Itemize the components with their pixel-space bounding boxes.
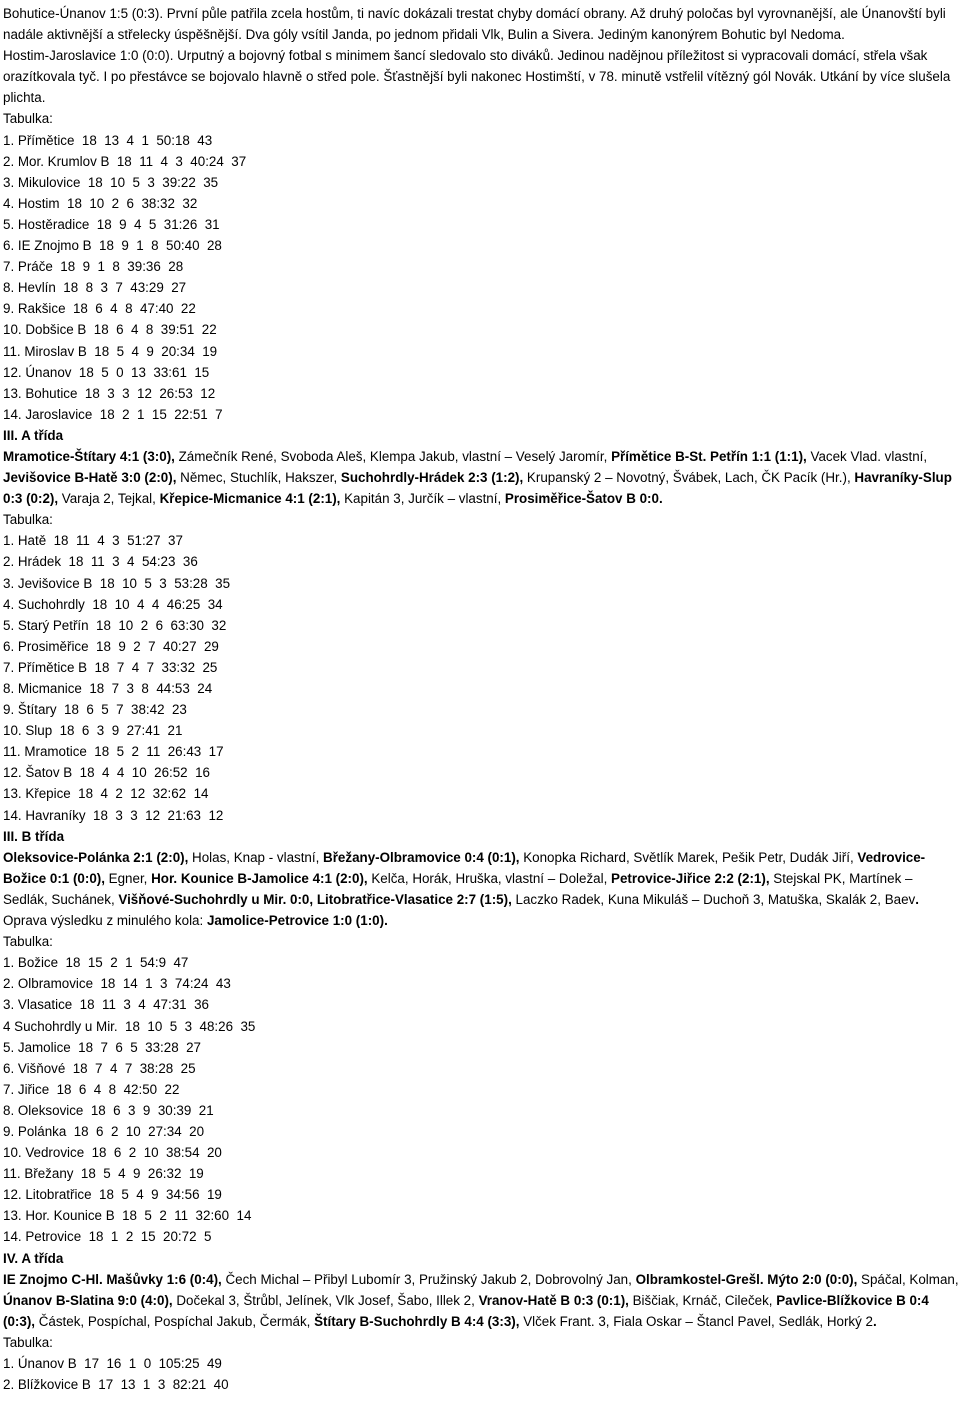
table-row: 10. Vedrovice 18 6 2 10 38:54 20	[3, 1145, 222, 1161]
table-row: 10. Dobšice B 18 6 4 8 39:51 22	[3, 322, 217, 338]
table-row: 6. Prosiměřice 18 9 2 7 40:27 29	[3, 638, 219, 654]
scorers-text: Egner,	[104, 870, 152, 886]
table-row: 5. Starý Petřín 18 10 2 6 63:30 32	[3, 617, 227, 633]
match-result: Břežany-Olbramovice 0:4 (0:1),	[323, 849, 520, 865]
match-result: .	[872, 1313, 877, 1329]
match-report-hostim: Hostim-Jaroslavice 1:0 (0:0). Urputný a bojovný fotbal s minimem šancí sledovalo sto diváků. Jedinou nadějnou příležitost si vypracovali domácí, střela však orazítkovala tyč. I po přestávce se bojovalo hlavně o střed pole. Šťastnější byli nakonec Hostimští, v 78. minutě vstřelil vítězný gól Novák. Utkání by více slušela plichta.	[3, 48, 951, 106]
results-3b	[3, 847, 960, 931]
table-row: 7. Práče 18 9 1 8 39:36 28	[3, 259, 184, 275]
standings-table-3a	[3, 530, 960, 825]
table-label: Tabulka:	[3, 934, 53, 950]
table-row: 4. Suchohrdly 18 10 4 4 46:25 34	[3, 596, 223, 612]
table-row: 14. Havraníky 18 3 3 12 21:63 12	[3, 807, 224, 823]
match-result: Mramotice-Štítary 4:1 (3:0),	[3, 448, 175, 464]
table-row: 7. Přímětice B 18 7 4 7 33:32 25	[3, 659, 218, 675]
scorers-text: Dočekal 3, Štrůbl, Jelínek, Vlk Josef, Šabo, Illek 2,	[172, 1292, 479, 1308]
standings-table-4a	[3, 1353, 960, 1395]
table-row: 13. Hor. Kounice B 18 5 2 11 32:60 14	[3, 1208, 252, 1224]
scorers-text: Vlček Frant. 3, Fiala Oskar – Štancl Pavel, Sedlák, Horký 2	[519, 1313, 873, 1329]
table-row: 14. Jaroslavice 18 2 1 15 22:51 7	[3, 406, 223, 422]
table-row: 10. Slup 18 6 3 9 27:41 21	[3, 723, 183, 739]
table-row: 1. Únanov B 17 16 1 0 105:25 49	[3, 1356, 222, 1371]
table-row: 1. Hatě 18 11 4 3 51:27 37	[3, 533, 183, 549]
table-row: 4 Suchohrdly u Mir. 18 10 5 3 48:26 35	[3, 1018, 256, 1034]
table-label: Tabulka:	[3, 512, 53, 528]
results-4a	[3, 1269, 960, 1332]
scorers-text: Zámečník René, Svoboda Aleš, Klempa Jakub, vlastní – Veselý Jaromír,	[174, 448, 612, 464]
table-row: 11. Miroslav B 18 5 4 9 20:34 19	[3, 343, 218, 359]
match-result: Suchohrdly-Hrádek 2:3 (1:2),	[340, 470, 524, 486]
match-result: Pavlice-Blížkovice B 0:4 (0:3),	[3, 1292, 929, 1329]
table-row: 14. Petrovice 18 1 2 15 20:72 5	[3, 1229, 212, 1245]
match-result: Vranov-Hatě B 0:3 (0:1),	[478, 1292, 629, 1308]
table-row: 3. Jevišovice B 18 10 5 3 53:28 35	[3, 575, 231, 591]
table-row: 1. Přímětice 18 13 4 1 50:18 43	[3, 132, 213, 148]
table-row: 12. Únanov 18 5 0 13 33:61 15	[3, 364, 210, 380]
table-label: Tabulka:	[3, 111, 53, 127]
scorers-text: Oprava výsledku z minulého kola:	[3, 913, 207, 929]
table-row: 9. Štítary 18 6 5 7 38:42 23	[3, 702, 187, 718]
table-row: 1. Božice 18 15 2 1 54:9 47	[3, 955, 189, 971]
table-row: 3. Vlasatice 18 11 3 4 47:31 36	[3, 997, 209, 1013]
table-row: 2. Olbramovice 18 14 1 3 74:24 43	[3, 976, 231, 992]
table-row: 5. Jamolice 18 7 6 5 33:28 27	[3, 1039, 202, 1055]
scorers-text: Varaja 2, Tejkal,	[58, 491, 160, 507]
match-result: Prosiměřice-Šatov B 0:0.	[504, 491, 663, 507]
match-result: Únanov B-Slatina 9:0 (4:0),	[3, 1292, 173, 1308]
match-result: Petrovice-Jiřice 2:2 (2:1),	[611, 870, 770, 886]
match-report-bohutice: Bohutice-Únanov 1:5 (0:3). První půle patřila zcela hostům, ti navíc dokázali trestat chyby domácí obrany. Až druhý poločas byl vyrovnanější, ale Únanovští byli nadále aktivnější a střelecky úspěšnější. Dva góly vsítil Janda, po jednom přidali Vlk, Bulin a Sivera. Jediným kanonýrem Bohutic byl Nedoma.	[3, 6, 946, 43]
standings-table-main	[3, 130, 960, 425]
scorers-text: Holas, Knap - vlastní,	[188, 849, 324, 865]
match-result: Višňové-Suchohrdly u Mir. 0:0, Litobratřice-Vlasatice 2:7 (1:5),	[118, 891, 512, 907]
standings-table-3b	[3, 952, 960, 1247]
match-result: Vedrovice-Božice 0:1 (0:0),	[3, 849, 926, 886]
scorers-text: Vacek Vlad. vlastní,	[806, 448, 928, 464]
table-row: 4. Hostim 18 10 2 6 38:32 32	[3, 195, 198, 211]
scorers-text: Spáčal, Kolman,	[857, 1271, 959, 1287]
table-row: 8. Hevlín 18 8 3 7 43:29 27	[3, 280, 187, 296]
table-row: 5. Hostěradice 18 9 4 5 31:26 31	[3, 216, 220, 232]
table-row: 9. Rakšice 18 6 4 8 47:40 22	[3, 301, 196, 317]
scorers-text: Laczko Radek, Kuna Mikuláš – Duchoň 3, Matuška, Skalák 2, Baev	[511, 891, 916, 907]
table-row: 7. Jiřice 18 6 4 8 42:50 22	[3, 1081, 180, 1097]
match-result: .	[915, 891, 919, 907]
table-row: 8. Oleksovice 18 6 3 9 30:39 21	[3, 1102, 214, 1118]
match-result: Havraníky-Slup 0:3 (0:2),	[3, 470, 952, 507]
table-row: 2. Hrádek 18 11 3 4 54:23 36	[3, 554, 198, 570]
match-result: Štítary B-Suchohrdly B 4:4 (3:3),	[314, 1313, 520, 1329]
section-heading-3b: III. B třída	[3, 828, 65, 844]
scorers-text: Kelča, Horák, Hruška, vlastní – Doležal,	[367, 870, 612, 886]
section-heading-4a: IV. A třída	[3, 1250, 64, 1266]
scorers-text: Němec, Stuchlík, Hakszer,	[176, 470, 341, 486]
scorers-text: Biščiak, Krnáč, Cileček,	[628, 1292, 777, 1308]
table-row: 11. Mramotice 18 5 2 11 26:43 17	[3, 744, 224, 760]
table-row: 9. Polánka 18 6 2 10 27:34 20	[3, 1123, 205, 1139]
scorers-text: Částek, Pospíchal, Pospíchal Jakub, Čermák,	[35, 1313, 315, 1329]
table-row: 2. Mor. Krumlov B 18 11 4 3 40:24 37	[3, 153, 247, 169]
match-result: Oleksovice-Polánka 2:1 (2:0),	[3, 849, 189, 865]
match-result: Jamolice-Petrovice 1:0 (1:0).	[206, 913, 388, 929]
table-row: 13. Bohutice 18 3 3 12 26:53 12	[3, 385, 216, 401]
table-row: 6. IE Znojmo B 18 9 1 8 50:40 28	[3, 238, 222, 254]
match-result: Křepice-Micmanice 4:1 (2:1),	[159, 491, 341, 507]
results-3a	[3, 446, 960, 509]
scorers-text: Stejskal PK, Martínek – Sedlák, Suchánek,	[3, 870, 913, 907]
table-row: 8. Micmanice 18 7 3 8 44:53 24	[3, 681, 213, 696]
scorers-text: Krupanský 2 – Novotný, Švábek, Lach, ČK Pacík (Hr.),	[523, 470, 855, 486]
scorers-text: Konopka Richard, Světlík Marek, Pešik Petr, Dudák Jiří,	[519, 849, 858, 865]
match-result: Jevišovice B-Hatě 3:0 (2:0),	[3, 470, 177, 486]
match-result: Olbramkostel-Grešl. Mýto 2:0 (0:0),	[635, 1271, 858, 1287]
scorers-text: Kapitán 3, Jurčík – vlastní,	[340, 491, 505, 507]
table-row: 12. Šatov B 18 4 4 10 26:52 16	[3, 765, 210, 781]
section-heading-3a: III. A třída	[3, 427, 64, 443]
match-result: IE Znojmo C-Hl. Mašůvky 1:6 (0:4),	[3, 1271, 222, 1287]
match-result: Přímětice B-St. Petřín 1:1 (1:1),	[611, 448, 807, 464]
scorers-text: Čech Michal – Přibyl Lubomír 3, Pružinský Jakub 2, Dobrovolný Jan,	[221, 1271, 636, 1287]
table-row: 12. Litobratřice 18 5 4 9 34:56 19	[3, 1187, 222, 1203]
table-row: 6. Višňové 18 7 4 7 38:28 25	[3, 1060, 196, 1076]
table-row: 11. Břežany 18 5 4 9 26:32 19	[3, 1166, 204, 1182]
table-row: 2. Blížkovice B 17 13 1 3 82:21 40	[3, 1377, 229, 1393]
table-row: 3. Mikulovice 18 10 5 3 39:22 35	[3, 174, 219, 190]
table-label: Tabulka:	[3, 1334, 53, 1350]
match-result: Hor. Kounice B-Jamolice 4:1 (2:0),	[151, 870, 368, 886]
table-row: 13. Křepice 18 4 2 12 32:62 14	[3, 786, 209, 802]
